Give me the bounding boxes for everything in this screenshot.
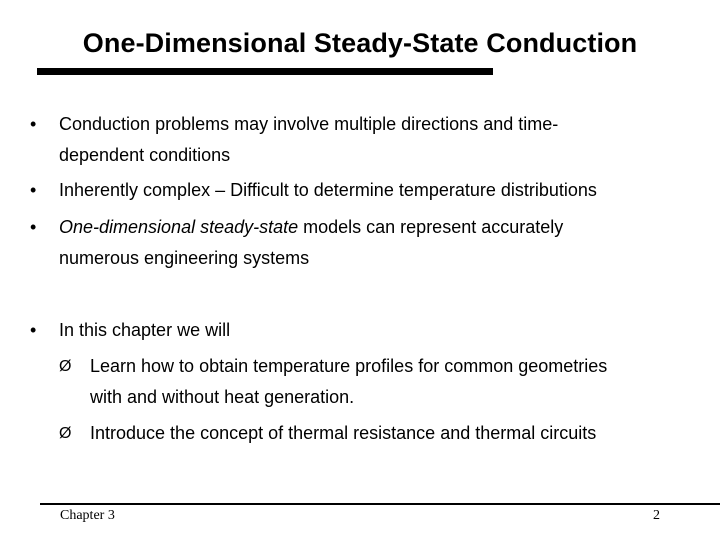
bullet-text [59,212,563,243]
footer-chapter: Chapter 3 [60,508,115,523]
arrow-bullet-icon: Ø [59,358,72,375]
italic-phrase: One-dimensional steady-state [59,217,299,237]
slide-title: One-Dimensional Steady-State Conduction [82,28,638,58]
bullet-marker: • [30,180,37,200]
bullet-marker: • [30,320,37,340]
sub-bullet-text: with and without heat generation. [90,387,355,407]
bullet-text: numerous engineering systems [59,248,310,268]
sub-bullet-text: Learn how to obtain temperature profiles for common geometries [90,356,608,376]
bullet-marker: • [30,114,37,134]
arrow-bullet-icon: Ø [59,425,72,442]
bullet-text-rest: models can represent accurately [298,217,564,237]
bullet-text: In this chapter we will [59,320,231,340]
bullet-text: dependent conditions [59,145,231,165]
bullet-text: Inherently complex – Difficult to determine temperature distributions [59,180,597,200]
sub-bullet-text: Introduce the concept of thermal resistance and thermal circuits [90,423,597,443]
title-underline [37,68,493,75]
bullet-marker: • [30,217,37,237]
footer-divider [40,503,720,505]
page-number: 2 [653,508,660,523]
bullet-text: Conduction problems may involve multiple directions and time- [59,114,559,134]
